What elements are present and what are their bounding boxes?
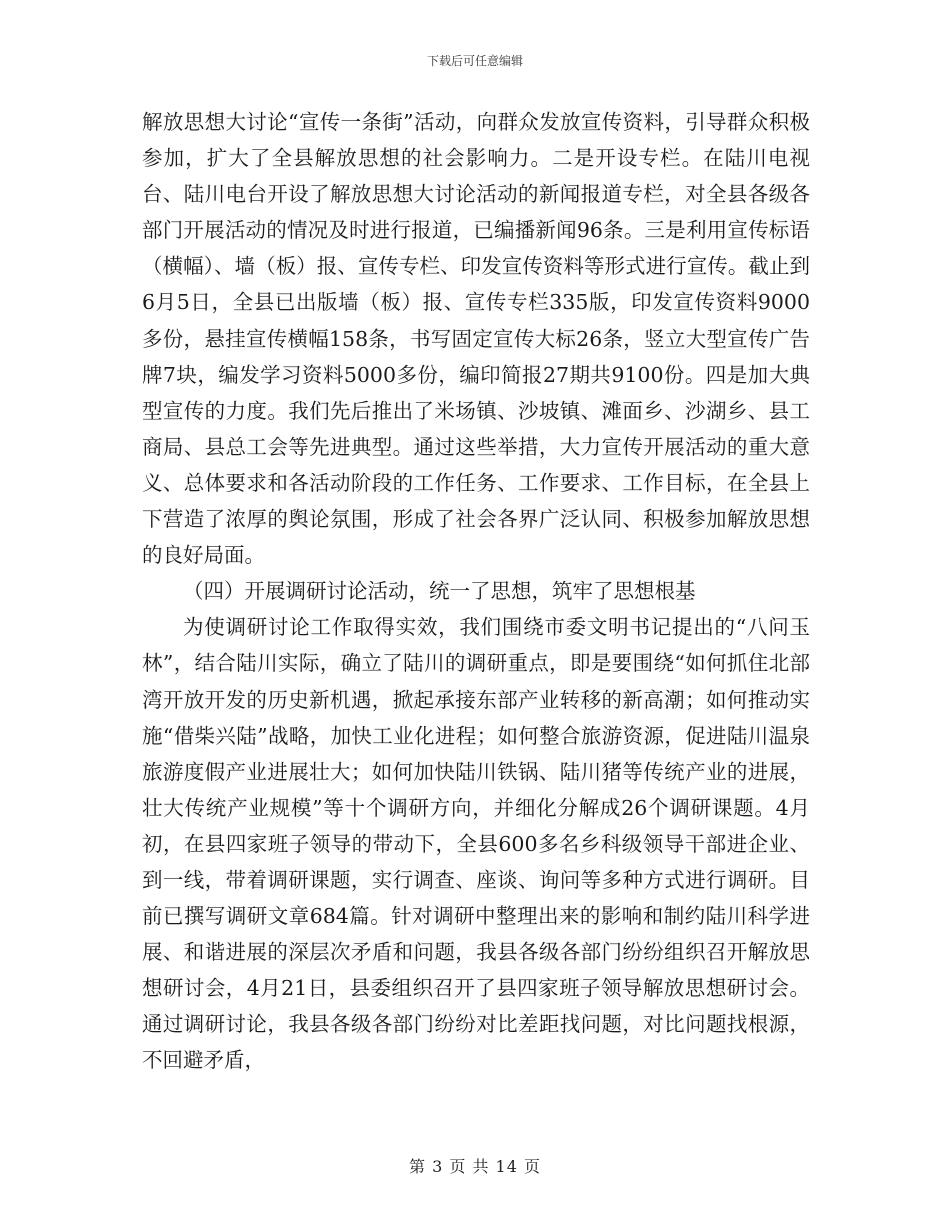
page-number-footer: 第 3 页 共 14 页: [409, 1157, 541, 1176]
paragraph-propaganda: 解放思想大讨论“宣传一条街”活动，向群众发放宣传资料，引导群众积极参加，扩大了全县解放思想的社会影响力。二是开设专栏。在陆川电视台、陆川电台开设了解放思想大讨论活动的新闻报道专栏，对全县各级各部门开展活动的情况及时进行报道，已编播新闻96条。三是利用宣传标语（横幅）、墙（板）报、宣传专栏、印发宣传资料等形式进行宣传。截止到6月5日，全县已出版墙（板）报、宣传专栏335版，印发宣传资料9000多份，悬挂宣传横幅158条，书写固定宣传大标26条，竖立大型宣传广告牌7块，编发学习资料5000多份，编印简报27期共9100份。四是加大典型宣传的力度。我们先后推出了米场镇、沙坡镇、滩面乡、沙湖乡、县工商局、县总工会等先进典型。通过这些举措，大力宣传开展活动的重大意义、总体要求和各活动阶段的工作任务、工作要求、工作目标，在全县上下营造了浓厚的舆论氛围，形成了社会各界广泛认同、积极参加解放思想的良好局面。: [142, 110, 810, 568]
paragraph-research: 为使调研讨论工作取得实效，我们围绕市委文明书记提出的“八问玉林”，结合陆川实际，确立了陆川的调研重点，即是要围绕“如何抓住北部湾开放开发的历史新机遇，掀起承接东部产业转移的新高潮；如何推动实施“借柴兴陆”战略，加快工业化进程；如何整合旅游资源，促进陆川温泉旅游度假产业进展壮大；如何加快陆川铁锅、陆川猪等传统产业的进展，壮大传统产业规模”等十个调研方向，并细化分解成26个调研课题。4月初，在县四家班子领导的带动下，全县600多名乡科级领导干部进企业、到一线，带着调研课题，实行调查、座谈、询问等多种方式进行调研。目前已撰写调研文章684篇。针对调研中整理出来的影响和制约陆川科学进展、和谐进展的深层次矛盾和问题，我县各级各部门纷纷组织召开解放思想研讨会，4月21日，县委组织召开了县四家班子领导解放思想研讨会。通过调研讨论，我县各级各部门纷纷对比差距找问题，对比问题找根源，不回避矛盾，: [142, 615, 810, 1073]
document-body: [142, 104, 810, 1079]
page-header: 下载后可任意编辑: [426, 54, 523, 68]
section-heading-research: （四）开展调研讨论活动，统一了思想，筑牢了思想根基: [183, 579, 696, 604]
